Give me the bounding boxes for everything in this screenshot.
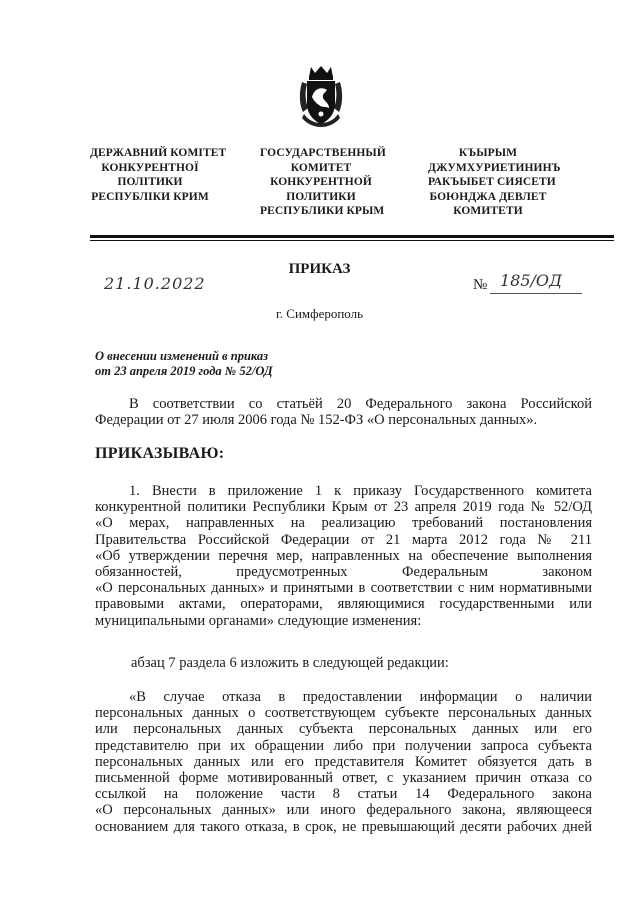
quoted-text: «В случае отказа в предоставлении информации о наличии персональных данных о соответствующем субъекте персональных данных или персональных данных субъекта персональных данных или его представителю при их обращении либо при получении запроса субъекта персональных данных или его представителя Комитет обязуется дать в письменной форме мотивированный ответ, с указанием причин отказа со ссылкой на положение части 8 статьи 14 Федерального закона «О персональных данных» или иного федерального закона, являющееся основанием для такого отказа, в срок, не превышающий десяти рабочих дней: [95, 689, 592, 835]
handwritten-date: 21.10.2022: [104, 274, 206, 293]
handwritten-number: 185/ОД: [500, 271, 563, 290]
header-crimean-tatar: КЪЫРЫМ ДЖУМХУРИЕТИНИНЪ РАКЪЫБЕТ СИЯСЕТИ БОЮНДЖА ДЕВЛЕТ КОМИТЕТИ: [428, 147, 561, 217]
number-underline: [490, 293, 582, 294]
document-subject: О внесении изменений в приказ от 23 апреля 2019 года № 52/ОД: [95, 349, 273, 378]
number-label: №: [473, 277, 488, 293]
preamble: В соответствии со статьёй 20 Федерального закона Российской Федерации от 27 июля 2006 года № 152-ФЗ «О персональных данных».: [95, 396, 592, 429]
document-title: ПРИКАЗ: [288, 261, 351, 277]
header-divider-thick: [90, 235, 614, 238]
coat-of-arms-icon: [298, 64, 344, 130]
orders-heading: ПРИКАЗЫВАЮ:: [95, 445, 225, 462]
order-item-1: 1. Внести в приложение 1 к приказу Государственного комитета конкурентной политики Республики Крым от 23 апреля 2019 года № 52/ОД «О мерах, направленных на реализацию требований постановления Правительства Российской Федерации от 21 марта 2012 года № 211 «Об утверждении перечня мер, направленных на обеспечение выполнения обязанностей, предусмотренных Федеральным законом «О персональных данных» и принятыми в соответствии с ним нормативными правовыми актами, операторами, являющимися государственными или муниципальными органами» следующие изменения:: [95, 483, 592, 629]
header-russian: ГОСУДАРСТВЕННЫЙ КОМИТЕТ КОНКУРЕНТНОЙ ПОЛИТИКИ РЕСПУБЛИКИ КРЫМ: [260, 147, 386, 217]
paragraph-instruction: абзац 7 раздела 6 изложить в следующей редакции:: [131, 655, 449, 671]
city: г. Симферополь: [275, 306, 364, 321]
header-divider-thin: [90, 240, 614, 241]
header-ukrainian: ДЕРЖАВНИЙ КОМІТЕТ КОНКУРЕНТНОЇ ПОЛІТИКИ РЕСПУБЛІКИ КРИМ: [90, 147, 227, 203]
